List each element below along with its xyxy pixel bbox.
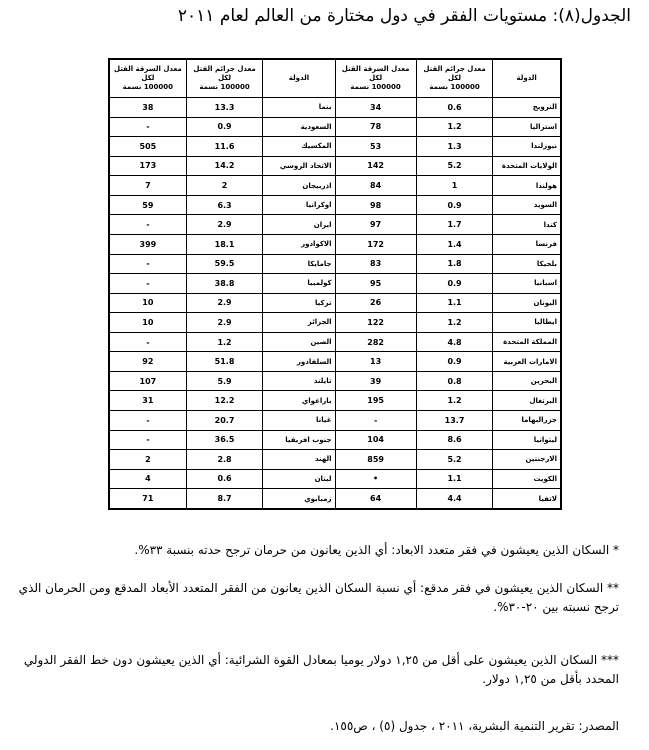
homicide-cell: 1 bbox=[416, 176, 493, 196]
theft-cell: 399 bbox=[110, 234, 187, 254]
country-cell: لبنان bbox=[263, 469, 335, 489]
table-row bbox=[110, 430, 561, 450]
homicide-cell: 14.2 bbox=[186, 156, 263, 176]
country-cell: الصين bbox=[263, 332, 335, 352]
homicide-cell: 11.6 bbox=[186, 137, 263, 157]
theft-cell: 4 bbox=[110, 469, 187, 489]
theft-cell: 282 bbox=[335, 332, 416, 352]
country-cell: السلفادور bbox=[263, 352, 335, 372]
theft-cell: 53 bbox=[335, 137, 416, 157]
table-row bbox=[110, 489, 561, 509]
country-cell: تركيا bbox=[263, 293, 335, 313]
table-row bbox=[110, 195, 561, 215]
country-cell: الولايات المتحدة bbox=[493, 156, 561, 176]
table-row bbox=[110, 391, 561, 411]
theft-cell: 39 bbox=[335, 371, 416, 391]
theft-cell: 505 bbox=[110, 137, 187, 157]
theft-cell: 7 bbox=[110, 176, 187, 196]
poverty-table bbox=[108, 58, 562, 510]
homicide-cell: 13.7 bbox=[416, 411, 493, 431]
theft-cell: - bbox=[335, 411, 416, 431]
homicide-cell: 2.9 bbox=[186, 215, 263, 235]
table-row bbox=[110, 117, 561, 137]
homicide-cell: 18.1 bbox=[186, 234, 263, 254]
theft-cell: - bbox=[110, 117, 187, 137]
theft-cell: 122 bbox=[335, 313, 416, 333]
country-cell: ايطاليا bbox=[493, 313, 561, 333]
table-title: الجدول(٨): مستويات الفقر في دول مختارة من العالم لعام ٢٠١١ bbox=[177, 6, 631, 26]
country-cell: المكسيك bbox=[263, 137, 335, 157]
table-row bbox=[110, 293, 561, 313]
homicide-cell: 5.9 bbox=[186, 371, 263, 391]
theft-cell: 59 bbox=[110, 195, 187, 215]
theft-cell: 83 bbox=[335, 254, 416, 274]
theft-cell: - bbox=[110, 430, 187, 450]
table-row bbox=[110, 234, 561, 254]
theft-cell: 172 bbox=[335, 234, 416, 254]
country-cell: استراليا bbox=[493, 117, 561, 137]
homicide-cell: 1.1 bbox=[416, 469, 493, 489]
country-cell: فرنسا bbox=[493, 234, 561, 254]
country-cell: الجزائر bbox=[263, 313, 335, 333]
theft-cell: 64 bbox=[335, 489, 416, 509]
country-cell: اسبانيا bbox=[493, 274, 561, 294]
country-cell: الكويت bbox=[493, 469, 561, 489]
country-cell: الهند bbox=[263, 450, 335, 470]
theft-cell: 10 bbox=[110, 293, 187, 313]
country-cell: غيانا bbox=[263, 411, 335, 431]
homicide-cell: 0.6 bbox=[416, 98, 493, 118]
header-country-1: الدولة bbox=[493, 60, 561, 98]
header-homicide-1: معدل جرائم القتل لكل 100000 نسمة bbox=[416, 60, 493, 98]
homicide-cell: 1.4 bbox=[416, 234, 493, 254]
theft-cell: 104 bbox=[335, 430, 416, 450]
homicide-cell: 1.2 bbox=[186, 332, 263, 352]
theft-cell: 26 bbox=[335, 293, 416, 313]
homicide-cell: 1.2 bbox=[416, 313, 493, 333]
country-cell: زمبابوي bbox=[263, 489, 335, 509]
country-cell: جامايكا bbox=[263, 254, 335, 274]
homicide-cell: 1.2 bbox=[416, 391, 493, 411]
country-cell: ايران bbox=[263, 215, 335, 235]
table-row bbox=[110, 371, 561, 391]
homicide-cell: 4.8 bbox=[416, 332, 493, 352]
theft-cell: 34 bbox=[335, 98, 416, 118]
country-cell: البرتغال bbox=[493, 391, 561, 411]
homicide-cell: 36.5 bbox=[186, 430, 263, 450]
country-cell: الامارات العربية bbox=[493, 352, 561, 372]
homicide-cell: 6.3 bbox=[186, 195, 263, 215]
theft-cell: 71 bbox=[110, 489, 187, 509]
homicide-cell: 0.9 bbox=[186, 117, 263, 137]
header-theft-1: معدل السرقة القتل لكل 100000 نسمة bbox=[335, 60, 416, 98]
theft-cell: 92 bbox=[110, 352, 187, 372]
country-cell: ليتوانيا bbox=[493, 430, 561, 450]
country-cell: بلجيكا bbox=[493, 254, 561, 274]
table-row bbox=[110, 215, 561, 235]
table-row bbox=[110, 137, 561, 157]
homicide-cell: 2.9 bbox=[186, 293, 263, 313]
homicide-cell: 5.2 bbox=[416, 450, 493, 470]
theft-cell: 107 bbox=[110, 371, 187, 391]
footnote-2: ** السكان الذين يعيشون في فقر مدقع: أي نسبة السكان الذين يعانون من الفقر المتعدد الأبعاد المدقع ومن الحرمان الذي ترجح نسبته بين ٢٠-٣٠%. bbox=[18, 581, 619, 614]
homicide-cell: 0.9 bbox=[416, 195, 493, 215]
homicide-cell: 0.9 bbox=[416, 274, 493, 294]
theft-cell: 31 bbox=[110, 391, 187, 411]
table-row bbox=[110, 313, 561, 333]
homicide-cell: 13.3 bbox=[186, 98, 263, 118]
country-cell: هولندا bbox=[493, 176, 561, 196]
country-cell: كولمبيا bbox=[263, 274, 335, 294]
homicide-cell: 51.8 bbox=[186, 352, 263, 372]
table-body bbox=[110, 98, 561, 509]
theft-cell: 98 bbox=[335, 195, 416, 215]
theft-cell: - bbox=[110, 274, 187, 294]
footnote-1: * السكان الذين يعيشون في فقر متعدد الابعاد: أي الذين يعانون من حرمان ترجح حدته بنسبة ٣٣%. bbox=[134, 543, 619, 557]
country-cell: المملكة المتحدة bbox=[493, 332, 561, 352]
homicide-cell: 5.2 bbox=[416, 156, 493, 176]
theft-cell: 859 bbox=[335, 450, 416, 470]
homicide-cell: 1.7 bbox=[416, 215, 493, 235]
table-row bbox=[110, 411, 561, 431]
country-cell: اليونان bbox=[493, 293, 561, 313]
theft-cell: 142 bbox=[335, 156, 416, 176]
country-cell: كندا bbox=[493, 215, 561, 235]
source-note: المصدر: تقرير التنمية البشرية، ٢٠١١ ، جدول (٥) ، ص١٥٥. bbox=[330, 719, 619, 733]
theft-cell: 84 bbox=[335, 176, 416, 196]
country-cell: اذربيجان bbox=[263, 176, 335, 196]
country-cell: السويد bbox=[493, 195, 561, 215]
theft-cell: 195 bbox=[335, 391, 416, 411]
theft-cell: - bbox=[110, 332, 187, 352]
country-cell: بنما bbox=[263, 98, 335, 118]
country-cell: الارجنتين bbox=[493, 450, 561, 470]
footnote-3: *** السكان الذين يعيشون على أقل من ١,٢٥ دولار يوميا بمعادل القوة الشرائية: أي الذين يعيشون دون خط الفقر الدولي المحدد بأقل من ١,٢٥ دولار. bbox=[23, 653, 619, 686]
homicide-cell: 2.9 bbox=[186, 313, 263, 333]
homicide-cell: 20.7 bbox=[186, 411, 263, 431]
country-cell: الاكوادور bbox=[263, 234, 335, 254]
header-theft-2: معدل السرقة القتل لكل 100000 نسمة bbox=[110, 60, 187, 98]
header-country-2: الدولة bbox=[263, 60, 335, 98]
homicide-cell: 2.8 bbox=[186, 450, 263, 470]
theft-cell: 95 bbox=[335, 274, 416, 294]
table-row bbox=[110, 156, 561, 176]
homicide-cell: 8.7 bbox=[186, 489, 263, 509]
theft-cell: 10 bbox=[110, 313, 187, 333]
theft-cell: 2 bbox=[110, 450, 187, 470]
country-cell: النرويج bbox=[493, 98, 561, 118]
country-cell: السعودية bbox=[263, 117, 335, 137]
country-cell: البحرين bbox=[493, 371, 561, 391]
homicide-cell: 4.4 bbox=[416, 489, 493, 509]
homicide-cell: 1.8 bbox=[416, 254, 493, 274]
homicide-cell: 2 bbox=[186, 176, 263, 196]
table-row bbox=[110, 332, 561, 352]
homicide-cell: 0.9 bbox=[416, 352, 493, 372]
theft-cell: 97 bbox=[335, 215, 416, 235]
homicide-cell: 0.6 bbox=[186, 469, 263, 489]
country-cell: اوكرانيا bbox=[263, 195, 335, 215]
country-cell: نيوزلندا bbox=[493, 137, 561, 157]
country-cell: باراغواي bbox=[263, 391, 335, 411]
theft-cell: - bbox=[110, 215, 187, 235]
country-cell: تايلند bbox=[263, 371, 335, 391]
table-header-row bbox=[110, 60, 561, 98]
country-cell: لاتفيا bbox=[493, 489, 561, 509]
theft-cell: 13 bbox=[335, 352, 416, 372]
theft-cell: • bbox=[335, 469, 416, 489]
table-row bbox=[110, 274, 561, 294]
table-row bbox=[110, 450, 561, 470]
country-cell: الاتحاد الروسي bbox=[263, 156, 335, 176]
homicide-cell: 12.2 bbox=[186, 391, 263, 411]
country-cell: جنوب افريقيا bbox=[263, 430, 335, 450]
homicide-cell: 8.6 bbox=[416, 430, 493, 450]
table-row bbox=[110, 176, 561, 196]
homicide-cell: 0.8 bbox=[416, 371, 493, 391]
theft-cell: 38 bbox=[110, 98, 187, 118]
table-row bbox=[110, 98, 561, 118]
homicide-cell: 38.8 bbox=[186, 274, 263, 294]
table-row bbox=[110, 352, 561, 372]
homicide-cell: 1.2 bbox=[416, 117, 493, 137]
table-row bbox=[110, 254, 561, 274]
theft-cell: 78 bbox=[335, 117, 416, 137]
homicide-cell: 1.3 bbox=[416, 137, 493, 157]
homicide-cell: 1.1 bbox=[416, 293, 493, 313]
table-row bbox=[110, 469, 561, 489]
theft-cell: - bbox=[110, 254, 187, 274]
country-cell: جزرالبهاما bbox=[493, 411, 561, 431]
header-homicide-2: معدل جرائم القتل لكل 100000 نسمة bbox=[186, 60, 263, 98]
theft-cell: - bbox=[110, 411, 187, 431]
homicide-cell: 59.5 bbox=[186, 254, 263, 274]
theft-cell: 173 bbox=[110, 156, 187, 176]
